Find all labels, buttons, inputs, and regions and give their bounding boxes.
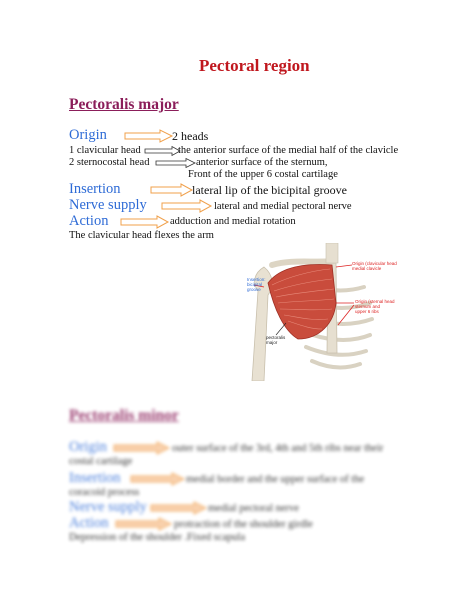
sternocostal-head-value-2: Front of the upper 6 costal cartilage	[188, 169, 338, 180]
figure-label-pectoralis: pectoralis	[266, 335, 286, 340]
clavicular-head-value: the anterior surface of the medial half of the clavicle	[178, 145, 399, 156]
arrow-icon	[124, 129, 174, 143]
minor-nerve-value: medial pectoral nerve	[208, 503, 299, 514]
minor-origin-value: outer surface of the 3rd, 4th and 5th ribs near their	[172, 443, 384, 454]
figure-label-groove: groove	[247, 287, 261, 292]
minor-action-value: protraction of the shoulder girdle	[174, 519, 313, 530]
minor-insertion-value: medial border and the upper surface of the	[186, 474, 365, 485]
arrow-icon	[144, 146, 182, 156]
arrow-icon	[120, 215, 170, 229]
figure-label-origin-clavicular-2: medial clavicle	[352, 266, 382, 271]
figure-label-origin-sternal-3: upper 6 ribs	[355, 309, 379, 314]
nerve-supply-value: lateral and medial pectoral nerve	[214, 201, 352, 212]
arrow-icon	[130, 472, 186, 486]
arrow-icon	[161, 199, 213, 213]
insertion-value: lateral lip of the bicipital groove	[192, 183, 347, 197]
sternocostal-head-value: anterior surface of the sternum,	[196, 157, 328, 168]
arrow-icon	[150, 183, 194, 197]
origin-value: 2 heads	[172, 129, 209, 143]
figure-label-bicipital: bicipital	[247, 282, 263, 287]
action-label: Action	[69, 213, 109, 229]
nerve-supply-label: Nerve supply	[69, 197, 147, 213]
arrow-icon	[150, 501, 208, 515]
sternocostal-head-label: 2 sternocostal head	[69, 157, 150, 168]
pectoralis-major-illustration	[244, 243, 396, 381]
section-heading-pectoralis-major: Pectoralis major	[69, 96, 179, 113]
minor-insertion-value-2: coracoid process	[69, 487, 140, 498]
arrow-icon	[113, 441, 171, 455]
arrow-icon	[115, 517, 173, 531]
action-value: adduction and medial rotation	[170, 216, 296, 227]
figure-label-insertion: Insertion:	[247, 277, 266, 282]
minor-origin-label: Origin	[69, 439, 107, 455]
page-title: Pectoral region	[199, 56, 310, 75]
clavicular-head-note: The clavicular head flexes the arm	[69, 230, 214, 241]
minor-nerve-label: Nerve supply	[69, 499, 147, 515]
figure-label-major: major	[266, 340, 278, 345]
minor-origin-value-2: costal cartilage	[69, 456, 133, 467]
figure-label-origin-sternal-2: sternum and	[355, 304, 381, 309]
minor-insertion-label: Insertion	[69, 470, 121, 486]
minor-note: Depression of the shoulder .Fixed scapula	[69, 532, 246, 543]
minor-action-label: Action	[69, 515, 109, 531]
arrow-icon	[155, 158, 197, 168]
figure-label-origin-clavicular: Origin (clavicular head	[352, 261, 397, 266]
section-heading-pectoralis-minor: Pectoralis minor	[69, 407, 179, 424]
insertion-label: Insertion	[69, 181, 121, 197]
figure-label-origin-sternal: Origin (sternal head	[355, 299, 395, 304]
origin-label: Origin	[69, 127, 107, 143]
clavicular-head-label: 1 clavicular head	[69, 145, 141, 156]
